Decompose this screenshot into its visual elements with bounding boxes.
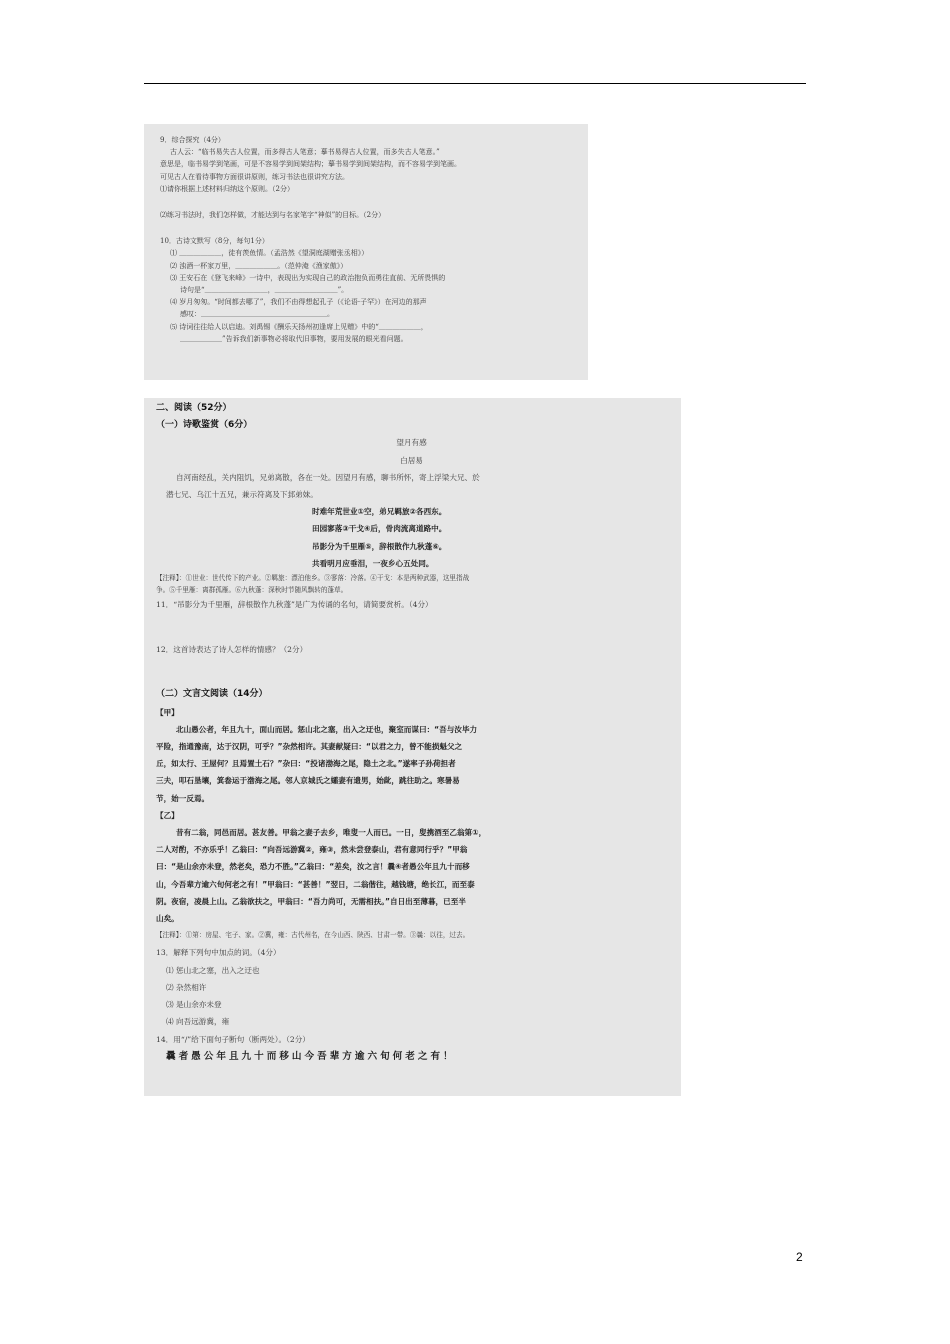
poem-note-1: 【注释】：①世业：世代传下的产业。②羁旅：漂泊他乡。③寥落：冷落。④干戈：本是两种武器，这里指战 <box>156 574 470 583</box>
q14-sentence: 曩者愚公年且九十而移山今吾辈方逾六旬何老之有！ <box>166 1050 456 1062</box>
page-number: 2 <box>796 1250 803 1264</box>
yi-label: 【乙】 <box>156 810 179 820</box>
q11-text: 11．“吊影分为千里雁，辞根散作九秋蓬”是广为传诵的名句，请简要赏析。（4分） <box>156 600 433 610</box>
q10-item-3-cont: 诗句是“＿＿＿＿＿＿＿＿＿，＿＿＿＿＿＿＿＿＿”。 <box>180 286 349 295</box>
q13-text: 13．解释下列句中加点的词。（4分） <box>156 948 281 958</box>
poem-verse-1: 时难年荒世业①空，弟兄羁旅②各西东。 <box>312 507 447 517</box>
scanned-block-top <box>144 124 588 380</box>
jia-line-4: 三夫，叩石垦壤，箕畚运于渤海之尾。邻人京城氏之孀妻有遗男，始龀，跳往助之。寒暑易 <box>156 776 460 786</box>
q10-item-5: ⑸ 诗词往往给人以启迪。刘禹锡《酬乐天扬州初逢席上见赠》中的“＿＿＿＿＿＿， <box>170 322 428 331</box>
scanned-block-reading <box>144 398 681 1096</box>
yi-line-3: 曰：“是山余亦未登，然老矣，恐力不胜。”乙翁曰：“差矣，汝之言！曩④者愚公年且九十而移 <box>156 862 470 872</box>
jia-line-1: 北山愚公者，年且九十，面山而居。惩山北之塞，出入之迂也，聚室而谋曰：“吾与汝毕力 <box>176 724 478 734</box>
q13-item-3: ⑶ 是山余亦未登 <box>166 1000 222 1010</box>
q10-item-2: ⑵ 浊酒一杯家万里，＿＿＿＿＿＿。（范仲淹《渔家傲》） <box>170 261 348 270</box>
header-rule <box>144 83 806 84</box>
q13-item-1: ⑴ 惩山北之塞，出入之迂也 <box>166 965 260 975</box>
q10-item-4-cont: 感叹：＿＿＿＿＿＿＿＿＿＿＿＿＿＿＿＿＿＿。 <box>180 310 334 319</box>
poem-preface-2: 潜七兄、乌江十五兄，兼示符离及下邽弟妹。 <box>166 490 318 500</box>
yi-line-1: 昔有二翁，同邑而居。甚友善。甲翁之妻子去乡，唯叟一人而已。一日，叟携酒至乙翁第①， <box>176 828 487 838</box>
q9-line-1: 古人云：“临书易失古人位置，而多得古人笔意；摹书易得古人位置，而多失古人笔意。” <box>170 148 440 157</box>
q10-title: 10．古诗文默写（8分，每句1分） <box>160 237 269 246</box>
jia-label: 【甲】 <box>156 707 179 717</box>
q10-item-1: ⑴ ＿＿＿＿＿＿，徒有羡鱼情。（孟浩然《望洞庭湖赠张丞相》） <box>170 249 369 258</box>
yi-line-6: 山矣。 <box>156 914 179 924</box>
q9-line-3: 可见古人在看待事物方面很讲原则，练习书法也很讲究方法。 <box>160 172 349 181</box>
yi-line-2: 二人对酌，不亦乐乎！乙翁曰：“向吾远游冀②，雍③，然未尝登泰山，君有意同行乎？”甲翁 <box>156 845 468 855</box>
poem-author: 白居易 <box>400 455 423 465</box>
q13-item-4: ⑷ 向吾远游冀，雍 <box>166 1017 230 1027</box>
poem-title: 望月有感 <box>396 438 427 448</box>
q10-item-3: ⑶ 王安石在《登飞来峰》一诗中，表现出为实现自己的政治抱负而勇往直前、无所畏惧的 <box>170 273 446 282</box>
poem-verse-4: 共看明月应垂泪，一夜乡心五处同。 <box>312 558 434 568</box>
poem-verse-3: 吊影分为千里雁⑤，辞根散作九秋蓬⑥。 <box>312 541 447 551</box>
q10-item-4: ⑷ 岁月匆匆。“时间都去哪了”，我们不由得想起孔子（《论语·子罕》）在河边的那声 <box>170 298 427 307</box>
q9-line-2: 意思是，临书易学到笔画，可是不容易学到间架结构；摹书易学到间架结构，而不容易学到笔画。 <box>160 160 461 169</box>
part1-title: （一）诗歌鉴赏（6分） <box>156 420 253 431</box>
q10-item-5-cont: ＿＿＿＿＿＿”告诉我们新事物必将取代旧事物，要用发展的眼光看问题。 <box>180 334 408 343</box>
poem-preface-1: 自河南经乱，关内阻饥，兄弟离散，各在一处。因望月有感，聊书所怀，寄上浮梁大兄、於 <box>176 472 480 482</box>
q13-item-2: ⑵ 杂然相许 <box>166 982 207 992</box>
q9-sub-1: ⑴请你根据上述材料归纳这个原则。（2分） <box>160 184 294 193</box>
yi-line-5: 阴。夜宿，凌晨上山。乙翁欲扶之，甲翁曰：“吾力尚可，无需相扶。”自日出至薄暮，已至半 <box>156 896 466 906</box>
q9-sub-2: ⑵练习书法时，我们怎样做，才能达到与名家笔字“神似”的目标。（2分） <box>160 211 386 220</box>
jia-line-3: 丘，如太行、王屋何？且焉置土石？”杂曰：“投诸渤海之尾，隐土之北。”遂率子孙荷担者 <box>156 759 456 769</box>
yi-notes: 【注释】：①第：房屋、宅子、家。②冀，雍：古代州名，在今山西、陕西、甘肃一带。③曩：以往，过去。 <box>156 931 470 940</box>
q9-title: 9．综合探究（4分） <box>160 136 225 144</box>
poem-note-2: 争。⑤千里雁：离群孤雁。⑥九秋蓬：深秋时节随风飘转的蓬草。 <box>156 586 348 595</box>
part2-title: （二）文言文阅读（14分） <box>156 689 268 700</box>
q12-text: 12．这首诗表达了诗人怎样的情感？（2分） <box>156 645 308 655</box>
poem-verse-2: 田园寥落③干戈④后，骨肉流离道路中。 <box>312 524 447 534</box>
jia-line-2: 平险，指通豫南，达于汉阴，可乎？”杂然相许。其妻献疑曰：“以君之力，曾不能损魁父之 <box>156 742 463 752</box>
section2-title: 二、阅读（52分） <box>156 403 232 413</box>
jia-line-5: 节，始一反焉。 <box>156 793 210 803</box>
yi-line-4: 山，今吾辈方逾六旬何老之有！”甲翁曰：“甚善！”翌日，二翁偕往，越钱塘，绝长江，而至泰 <box>156 879 475 889</box>
q14-text: 14．用“/”给下面句子断句（断两处）。（2分） <box>156 1034 310 1044</box>
